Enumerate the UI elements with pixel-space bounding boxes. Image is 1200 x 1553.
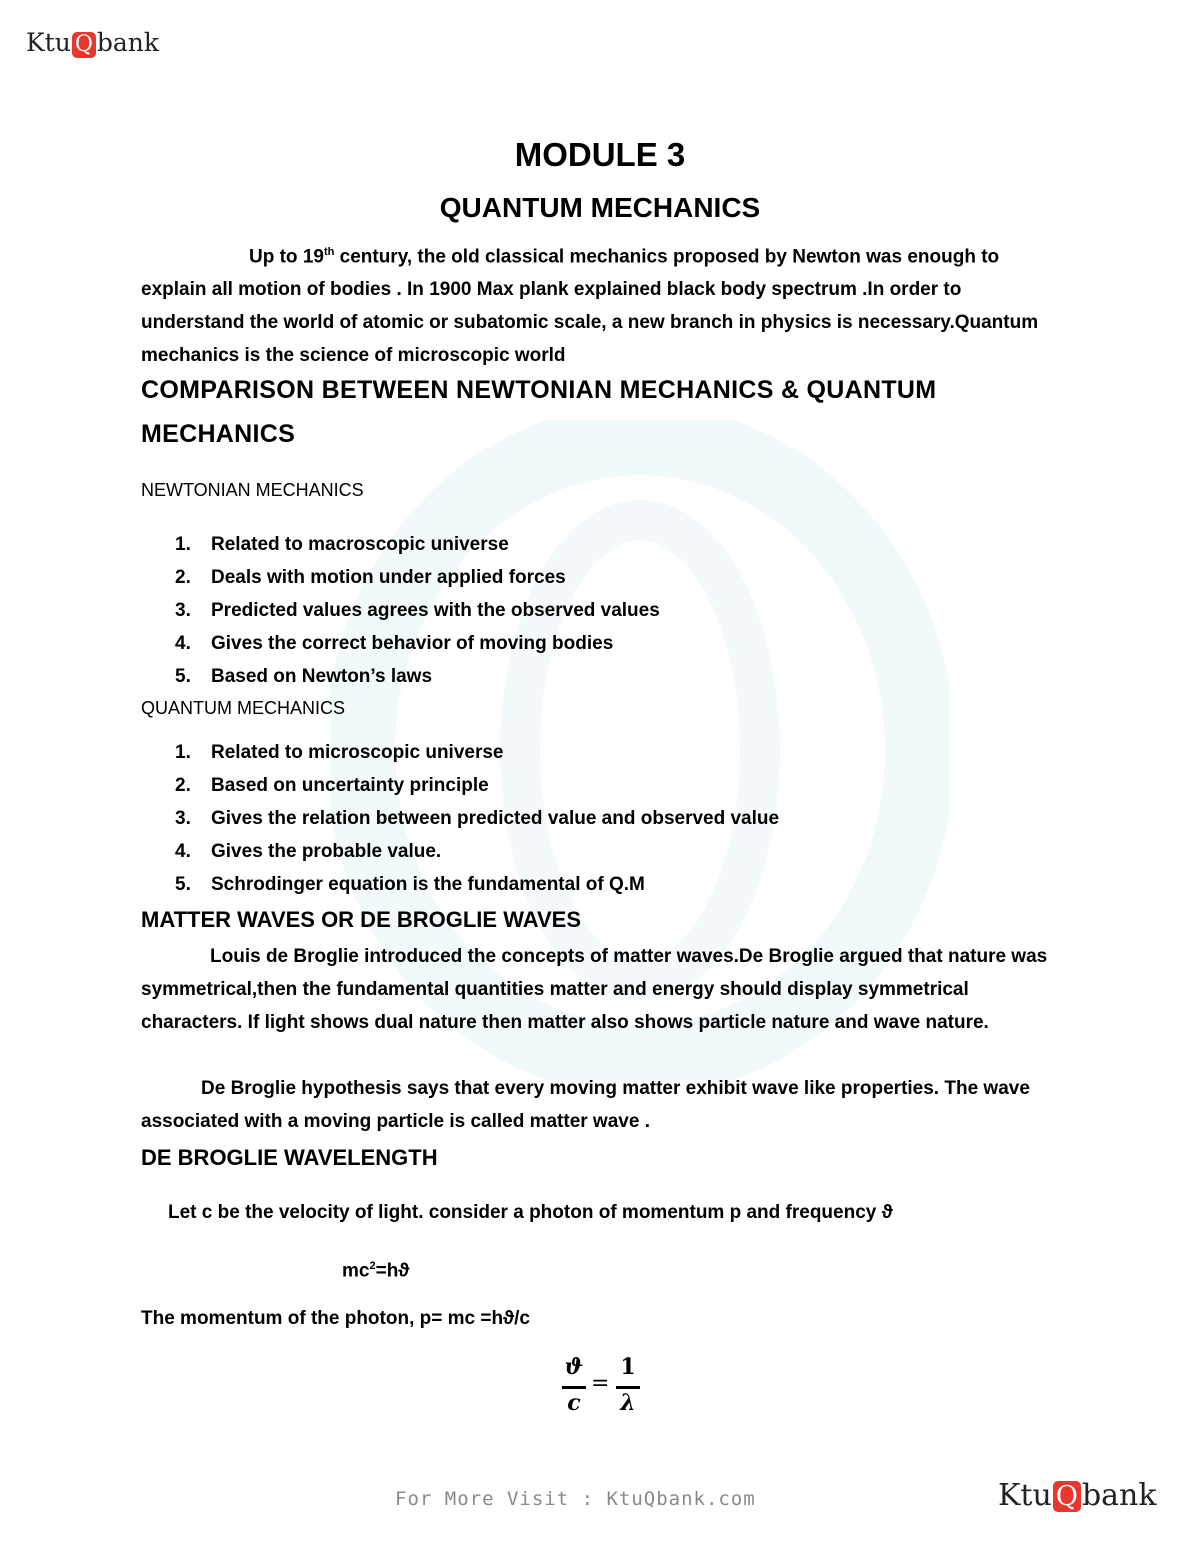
comparison-heading: COMPARISON BETWEEN NEWTONIAN MECHANICS & QUANTUM MECHANICS: [141, 376, 937, 448]
newtonian-list: [141, 528, 660, 693]
matter-waves-paragraph-1: Louis de Broglie introduced the concepts of matter waves.De Broglie argued that nature was symmetrical,then the fundamental quantities matter and energy should display symmetrical characters. If light shows dual nature then matter also shows particle nature and wave nature.: [141, 946, 1048, 1033]
list-item: 5. Schrodinger equation is the fundamental of Q.M: [175, 874, 645, 895]
list-item: 1. Related to macroscopic universe: [175, 534, 509, 555]
footer-visit-link[interactable]: For More Visit : KtuQbank.com: [395, 1488, 756, 1510]
fraction-1-denominator: c: [567, 1390, 581, 1416]
quantum-list: [141, 736, 779, 901]
quantum-heading: QUANTUM MECHANICS: [141, 698, 346, 718]
page-title: MODULE 3: [514, 136, 686, 173]
equation-fraction: [562, 1354, 642, 1424]
fraction-1-numerator: ϑ: [564, 1354, 584, 1380]
equation-energy: $mc^2=hϑ$: [342, 1260, 410, 1282]
page-subtitle: QUANTUM MECHANICS: [439, 192, 761, 223]
list-item: 3. Gives the relation between predicted value and observed value: [175, 808, 780, 829]
wavelength-heading: DE BROGLIE WAVELENGTH: [141, 1145, 438, 1170]
list-item: 2. Based on uncertainty principle: [175, 775, 489, 796]
equals-sign: =: [591, 1371, 610, 1396]
wavelength-line-2: The momentum of the photon, p= mc =hϑ/c: [141, 1308, 530, 1329]
fraction-2-bar: [616, 1386, 640, 1389]
ktuqbank-logo-top: Ktu Q bank: [26, 28, 160, 57]
matter-waves-paragraph-2: De Broglie hypothesis says that every moving matter exhibit wave like properties. The wave associated with a moving particle is called matter wave .: [141, 1078, 1030, 1132]
fraction-2-denominator: λ: [620, 1390, 636, 1416]
intro-paragraph: Up to 19th century, the old classical mechanics proposed by Newton was enough to explain all motion of bodies . In 1900 Max plank explained black body spectrum .In order to understand the world of atomic or subatomic scale, a new branch in physics is necessary.Quantum mechanics is the science of microscopic world: [141, 246, 1039, 367]
list-item: 4. Gives the probable value.: [175, 841, 442, 862]
fraction-2-numerator: 1: [620, 1354, 636, 1380]
list-item: 3. Predicted values agrees with the observed values: [175, 600, 660, 621]
newtonian-heading: NEWTONIAN MECHANICS: [141, 480, 364, 500]
list-item: 2. Deals with motion under applied forces: [175, 567, 566, 588]
matter-waves-heading: MATTER WAVES OR DE BROGLIE WAVES: [141, 907, 582, 932]
list-item: 5. Based on Newton’s laws: [175, 666, 433, 687]
fraction-1-bar: [562, 1386, 586, 1389]
list-item: 1. Related to microscopic universe: [175, 742, 504, 763]
list-item: 4. Gives the correct behavior of moving bodies: [175, 633, 614, 654]
ktuqbank-logo-bottom: Ktu Q bank: [998, 1478, 1157, 1513]
wavelength-line-1: Let c be the velocity of light. consider a photon of momentum p and frequency ϑ: [168, 1202, 893, 1223]
